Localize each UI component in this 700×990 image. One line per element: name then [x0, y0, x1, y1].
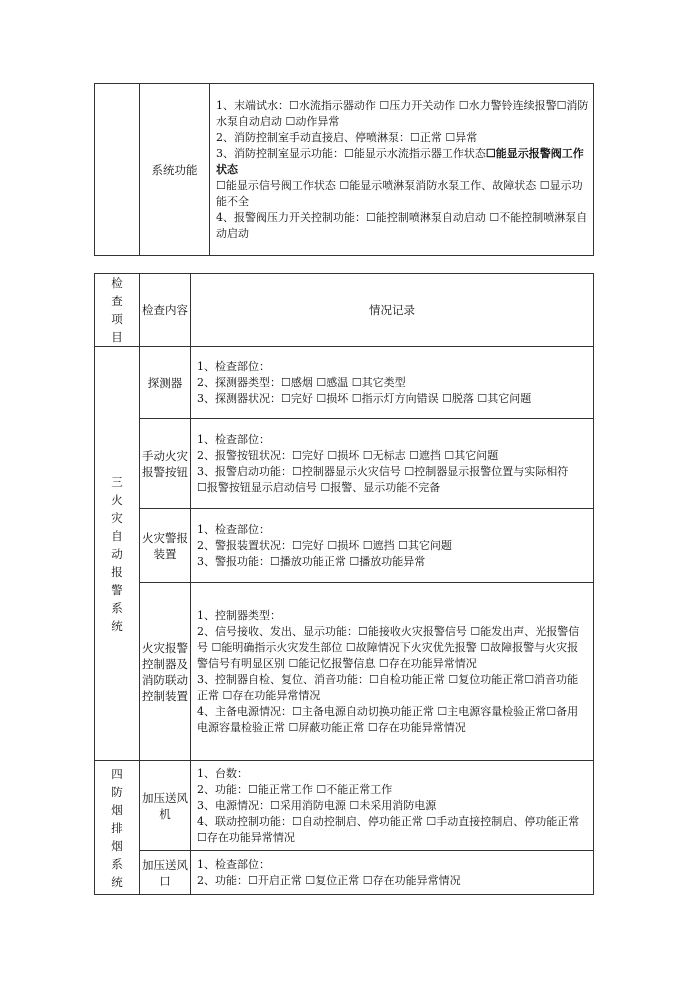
record-line: 3、电源情况：☐采用消防电源 ☐未采用消防电源: [197, 798, 437, 812]
record-line: 3、控制器自检、复位、消音功能：☐自检功能正常 ☐复位功能正常☐消音功能正常 ☐存在功能异常情况: [197, 672, 579, 702]
content-cell: 加压送风口: [140, 851, 191, 895]
table-row: [95, 419, 594, 509]
table-row: [95, 84, 594, 256]
content-cell: 手动火灾报警按钮: [140, 419, 191, 509]
record-line: 4、主备电源情况：☐主备电源自动切换功能正常 ☐主电源容量检验正常☐备用电源容量检验正常 ☐屏蔽功能正常 ☐存在功能异常情况: [197, 704, 579, 734]
record-line: 3、警报功能：☐播放功能正常 ☐播放功能异常: [197, 554, 426, 568]
record-line: 2、警报装置状况：☐完好 ☐损坏 ☐遮挡 ☐其它问题: [197, 538, 452, 552]
content-cell: 探测器: [140, 347, 191, 419]
record-line: 3、报警启动功能：☐控制器显示火灾信号 ☐控制器显示报警位置与实际相符: [197, 464, 569, 478]
section-title-smoke-control: [95, 761, 140, 895]
record-line: 1、控制器类型：: [197, 608, 281, 622]
record-line-part: 3、消防控制室显示功能：☐能显示水流指示器工作状态: [216, 146, 486, 160]
table-row: [95, 347, 594, 419]
record-cell: [191, 851, 594, 895]
table-row: [95, 509, 594, 583]
record-line: 2、探测器类型：☐感烟 ☐感温 ☐其它类型: [197, 375, 406, 389]
record-line: 1、末端试水：☐水流指示器动作 ☐压力开关动作 ☐水力警铃连续报警☐消防水泵自动启动 ☐动作异常: [216, 98, 589, 128]
record-cell: [191, 347, 594, 419]
content-cell: 加压送风机: [140, 761, 191, 851]
table-row: [95, 761, 594, 851]
record-line-part-bold: ☐能显示报警阀工作状态: [216, 146, 584, 176]
section-title-fire-alarm: [95, 347, 140, 761]
header-item: [95, 274, 140, 347]
table-row: [95, 851, 594, 895]
record-line: 1、检查部位：: [197, 359, 270, 373]
header-content: 检查内容: [140, 274, 191, 347]
record-line: 4、联动控制功能：☐自动控制启、停功能正常 ☐手动直接控制启、停功能正常 ☐存在功能异常情况: [197, 814, 580, 844]
record-line: [216, 146, 589, 178]
content-cell: 系统功能: [140, 84, 210, 256]
record-line: 2、消防控制室手动直接启、停喷淋泵：☐正常 ☐异常: [216, 130, 478, 144]
inspection-table: [94, 273, 594, 895]
content-cell: 火灾报警控制器及消防联动控制装置: [140, 583, 191, 761]
header-record: 情况记录: [191, 274, 594, 347]
record-line: 2、报警按钮状况：☐完好 ☐损坏 ☐无标志 ☐遮挡 ☐其它问题: [197, 448, 499, 462]
content-cell: 火灾警报装置: [140, 509, 191, 583]
record-line: 1、检查部位：: [197, 857, 270, 871]
record-line: 2、信号接收、发出、显示功能：☐能接收火灾报警信号 ☐能发出声、光报警信号 ☐能明确指示火灾发生部位 ☐故障情况下火灾优先报警 ☐故障报警与火灾报警信号有明显区别 ☐能记忆报警信息 ☐存在功能异常情况: [197, 624, 580, 670]
item-cell: [95, 84, 140, 256]
table-row: [95, 583, 594, 761]
record-line: 1、检查部位：: [197, 432, 270, 446]
section-title-text: 四 防 烟 排 烟 系 统: [111, 766, 123, 889]
record-line: ☐报警按钮显示启动信号 ☐报警、显示功能不完备: [197, 480, 441, 494]
record-line: 2、功能：☐能正常工作 ☐不能正常工作: [197, 782, 393, 796]
record-cell: [191, 509, 594, 583]
record-line: 1、台数：: [197, 766, 248, 780]
record-line: 3、探测器状况：☐完好 ☐损坏 ☐指示灯方向错误 ☐脱落 ☐其它问题: [197, 391, 532, 405]
record-line: 2、功能：☐开启正常 ☐复位正常 ☐存在功能异常情况: [197, 873, 461, 887]
table-header-row: [95, 274, 594, 347]
header-item-text: 检 查 项 目: [111, 276, 123, 344]
record-line: 4、报警阀压力开关控制功能：☐能控制喷淋泵自动启动 ☐不能控制喷淋泵自动启动: [216, 210, 588, 240]
section-title-text: 三 火 灾 自 动 报 警 系 统: [111, 474, 123, 633]
record-cell: [191, 583, 594, 761]
record-cell: [191, 761, 594, 851]
record-line: 1、检查部位：: [197, 522, 270, 536]
record-line: ☐能显示信号阀工作状态 ☐能显示喷淋泵消防水泵工作、故障状态 ☐显示功能不全: [216, 178, 583, 208]
record-cell: [210, 84, 594, 256]
record-cell: [191, 419, 594, 509]
sprinkler-inspection-table: [94, 83, 594, 256]
